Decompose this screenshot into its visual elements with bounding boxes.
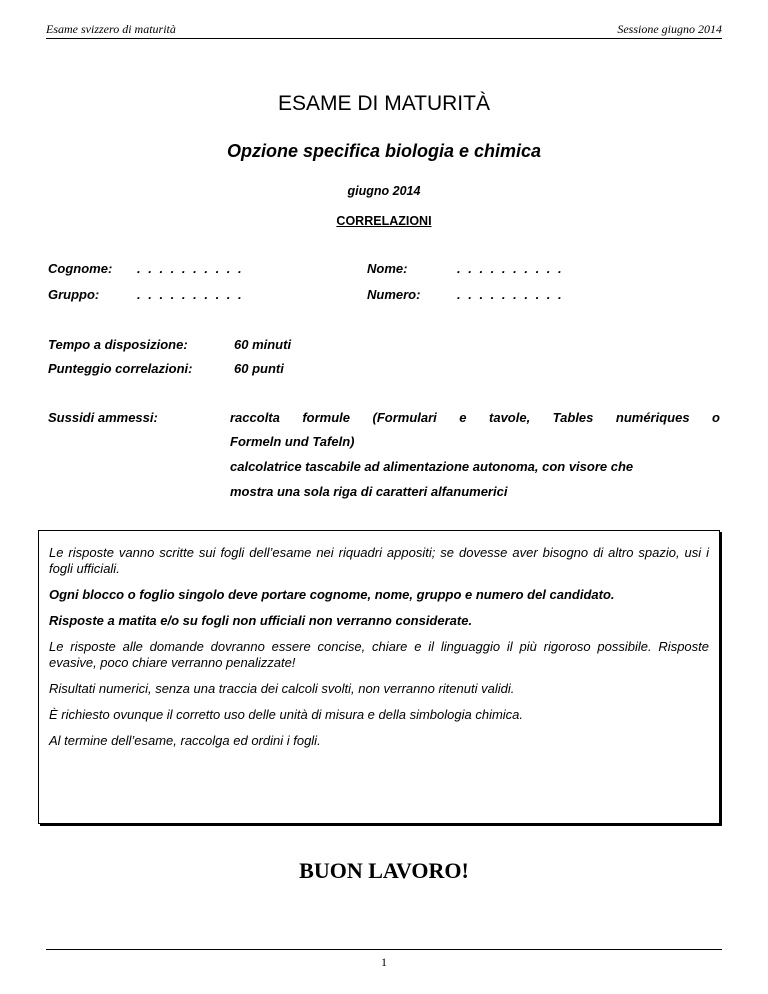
page-header <box>46 22 722 39</box>
header-right: Sessione giugno 2014 <box>617 22 722 36</box>
tempo-label: Tempo a disposizione: <box>48 337 188 352</box>
sussidi-line-2: Formeln und Tafeln) <box>230 434 355 449</box>
punteggio-value: 60 punti <box>234 361 284 376</box>
instruction-6: È richiesto ovunque il corretto uso delle unità di misura e della simbologia chimica. <box>49 707 524 722</box>
sussidi-line-1: raccolta formule (Formulari e tavole, Tables numériques o <box>230 410 720 425</box>
section-title: CORRELAZIONI <box>336 214 432 228</box>
instruction-7: Al termine dell’esame, raccolga ed ordini i fogli. <box>49 733 321 748</box>
gruppo-field[interactable]: . . . . . . . . . . <box>137 287 244 302</box>
instruction-2: Ogni blocco o foglio singolo deve portare cognome, nome, gruppo e numero del candidato. <box>49 587 615 602</box>
closing-text: BUON LAVORO! <box>299 858 469 883</box>
nome-label: Nome: <box>367 261 408 276</box>
exam-subtitle: Opzione specifica biologia e chimica <box>226 141 542 161</box>
tempo-value: 60 minuti <box>234 337 292 352</box>
numero-label: Numero: <box>367 287 421 302</box>
numero-field[interactable]: . . . . . . . . . . <box>457 287 564 302</box>
exam-date: giugno 2014 <box>347 184 421 198</box>
sussidi-line-4: mostra una sola riga di caratteri alfanumerici <box>230 484 508 499</box>
instructions-box <box>38 530 720 824</box>
instruction-1: Le risposte vanno scritte sui fogli dell’esame nei riquadri appositi; se dovesse aver bisogno di altro spazio, usi i fogli ufficiali. <box>49 545 709 576</box>
cognome-label: Cognome: <box>48 261 113 276</box>
nome-field[interactable]: . . . . . . . . . . <box>457 261 564 276</box>
instruction-5: Risultati numerici, senza una traccia dei calcoli svolti, non verranno ritenuti validi. <box>49 681 515 696</box>
page-number: 1 <box>381 955 387 969</box>
footer-divider <box>46 949 722 950</box>
sussidi-line-3: calcolatrice tascabile ad alimentazione autonoma, con visore che <box>230 459 634 474</box>
cognome-field[interactable]: . . . . . . . . . . <box>137 261 244 276</box>
instruction-3: Risposte a matita e/o su fogli non ufficiali non verranno considerate. <box>49 613 473 628</box>
exam-title: ESAME DI MATURITÀ <box>278 92 490 115</box>
sussidi-label: Sussidi ammessi: <box>48 410 158 425</box>
gruppo-label: Gruppo: <box>48 287 100 302</box>
header-left: Esame svizzero di maturità <box>46 22 176 36</box>
punteggio-label: Punteggio correlazioni: <box>48 361 193 376</box>
instruction-4: Le risposte alle domande dovranno essere concise, chiare e il linguaggio il più rigoroso possibile. Risposte evasive, poco chiare verranno penalizzate! <box>49 639 709 670</box>
